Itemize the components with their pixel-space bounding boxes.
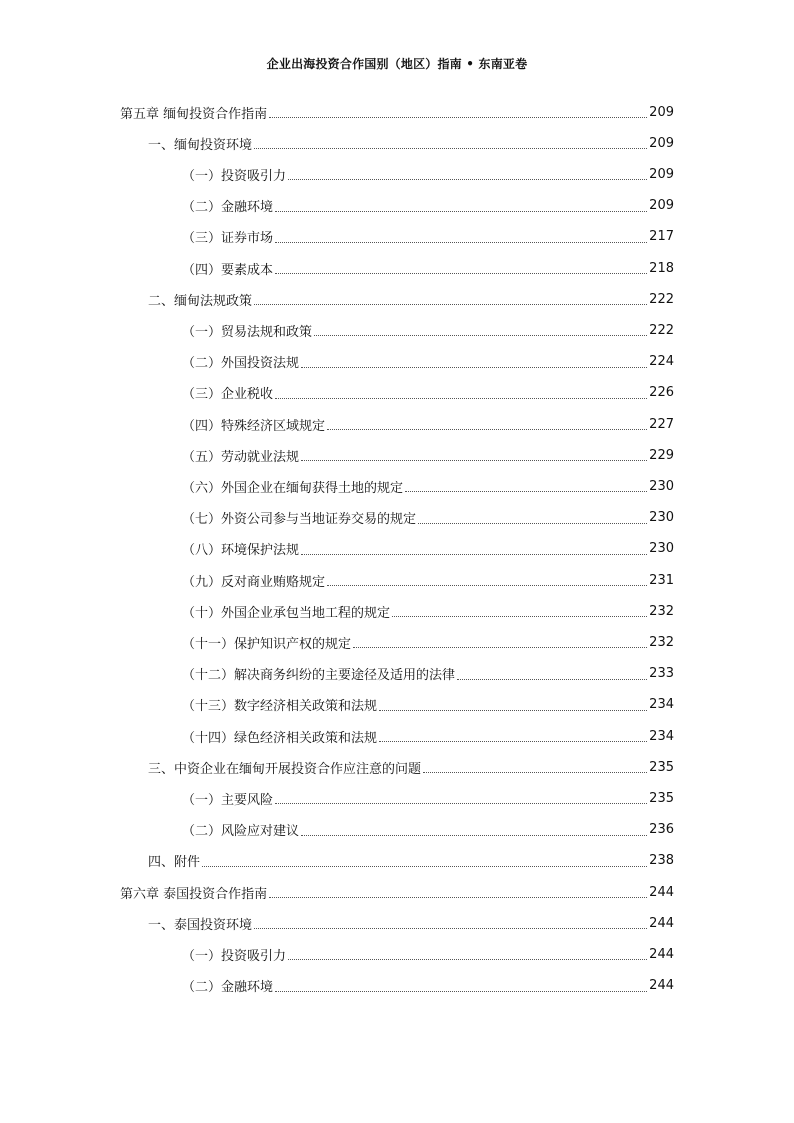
toc-entry-label: （四）要素成本: [182, 262, 274, 278]
toc-entry-label: （十三）数字经济相关政策和法规: [182, 699, 378, 715]
toc-entry-label: （二）金融环境: [182, 200, 274, 216]
toc-entry-page-number: 229: [649, 447, 674, 463]
toc-entry-label: （一）贸易法规和政策: [182, 324, 313, 340]
dot-leader: [379, 740, 647, 742]
toc-entry-label: （十四）绿色经济相关政策和法规: [182, 730, 378, 746]
toc-entry-page-number: 226: [649, 385, 674, 401]
toc-entry[interactable]: [182, 473, 674, 499]
toc-entry[interactable]: [182, 661, 674, 687]
toc-entry[interactable]: [148, 754, 674, 780]
toc-entry-label: （二）金融环境: [182, 980, 274, 996]
toc-entry-label: 三、中资企业在缅甸开展投资合作应注意的问题: [148, 761, 422, 777]
toc-entry[interactable]: [182, 255, 674, 281]
toc-entry[interactable]: [182, 973, 674, 999]
toc-entry-page-number: 230: [649, 478, 674, 494]
toc-entry-page-number: 244: [649, 978, 674, 994]
toc-entry-label: （二）风险应对建议: [182, 824, 300, 840]
toc-entry-page-number: 234: [649, 697, 674, 713]
toc-entry-label: （六）外国企业在缅甸获得土地的规定: [182, 480, 404, 496]
toc-entry-page-number: 209: [649, 198, 674, 214]
toc-entry-page-number: 209: [649, 166, 674, 182]
dot-leader: [275, 802, 647, 804]
toc-entry-label: （三）企业税收: [182, 387, 274, 403]
toc-entry-page-number: 222: [649, 291, 674, 307]
toc-entry-page-number: 244: [649, 915, 674, 931]
dot-leader: [301, 366, 647, 368]
dot-leader: [353, 646, 647, 648]
toc-entry-page-number: 218: [649, 260, 674, 276]
toc-entry-page-number: 236: [649, 822, 674, 838]
dot-leader: [301, 459, 647, 461]
toc-entry-label: 四、附件: [148, 855, 201, 871]
toc-entry-page-number: 234: [649, 728, 674, 744]
toc-entry[interactable]: [182, 941, 674, 967]
toc-entry[interactable]: [182, 224, 674, 250]
dot-leader: [288, 178, 647, 180]
dot-leader: [275, 210, 647, 212]
toc-entry[interactable]: [182, 161, 674, 187]
toc-entry-page-number: 230: [649, 541, 674, 557]
toc-entry[interactable]: [182, 380, 674, 406]
dot-leader: [275, 241, 647, 243]
dot-leader: [379, 709, 647, 711]
toc-entry-page-number: 232: [649, 603, 674, 619]
toc-entry[interactable]: [182, 505, 674, 531]
toc-entry-page-number: 232: [649, 634, 674, 650]
dot-leader: [275, 990, 647, 992]
toc-entry-label: （九）反对商业贿赂规定: [182, 574, 326, 590]
dot-leader: [275, 272, 647, 274]
toc-entry[interactable]: [120, 879, 674, 905]
toc-entry-page-number: 233: [649, 666, 674, 682]
page-header: 企业出海投资合作国别（地区）指南 • 东南亚卷: [266, 57, 528, 71]
dot-leader: [418, 522, 647, 524]
toc-entry[interactable]: [182, 817, 674, 843]
toc-entry-label: 第五章 缅甸投资合作指南: [120, 106, 268, 122]
toc-entry[interactable]: [182, 598, 674, 624]
dot-leader: [202, 865, 647, 867]
dot-leader: [301, 553, 647, 555]
toc-entry[interactable]: [182, 785, 674, 811]
toc-entry[interactable]: [182, 692, 674, 718]
toc-entry[interactable]: [148, 130, 674, 156]
dot-leader: [269, 896, 647, 898]
toc-entry[interactable]: [182, 193, 674, 219]
dot-leader: [327, 584, 647, 586]
toc-entry[interactable]: [182, 349, 674, 375]
toc-entry[interactable]: [182, 411, 674, 437]
toc-entry-page-number: 244: [649, 884, 674, 900]
toc-entry-label: （七）外资公司参与当地证券交易的规定: [182, 512, 417, 528]
toc-entry-page-number: 238: [649, 853, 674, 869]
toc-entry[interactable]: [148, 286, 674, 312]
toc-entry-page-number: 224: [649, 354, 674, 370]
dot-leader: [314, 334, 647, 336]
toc-entry-page-number: 222: [649, 322, 674, 338]
toc-entry-page-number: 235: [649, 759, 674, 775]
toc-entry-page-number: 230: [649, 510, 674, 526]
toc-entry-page-number: 235: [649, 790, 674, 806]
toc-entry-label: 第六章 泰国投资合作指南: [120, 886, 268, 902]
toc-entry[interactable]: [182, 317, 674, 343]
dot-leader: [288, 958, 647, 960]
toc-entry-page-number: 217: [649, 229, 674, 245]
toc-entry[interactable]: [120, 99, 674, 125]
toc-entry-label: 一、缅甸投资环境: [148, 137, 253, 153]
toc-entry[interactable]: [148, 910, 674, 936]
toc-entry-label: （十）外国企业承包当地工程的规定: [182, 605, 391, 621]
toc-entry-label: 二、缅甸法规政策: [148, 293, 253, 309]
dot-leader: [423, 771, 647, 773]
toc-entry-label: （五）劳动就业法规: [182, 449, 300, 465]
dot-leader: [327, 428, 647, 430]
toc-entry-label: （一）投资吸引力: [182, 168, 287, 184]
toc-entry[interactable]: [148, 848, 674, 874]
toc-entry-label: （十一）保护知识产权的规定: [182, 636, 352, 652]
toc-entry-label: （一）投资吸引力: [182, 948, 287, 964]
toc-entry-label: （三）证券市场: [182, 231, 274, 247]
toc-entry-page-number: 244: [649, 946, 674, 962]
toc-entry-page-number: 209: [649, 104, 674, 120]
dot-leader: [405, 490, 647, 492]
dot-leader: [254, 147, 647, 149]
toc-entry-page-number: 209: [649, 135, 674, 151]
toc-entry[interactable]: [182, 629, 674, 655]
dot-leader: [275, 397, 647, 399]
toc-entry-page-number: 227: [649, 416, 674, 432]
dot-leader: [392, 615, 647, 617]
dot-leader: [269, 116, 647, 118]
toc-entry-label: （八）环境保护法规: [182, 543, 300, 559]
toc-entry-label: （四）特殊经济区域规定: [182, 418, 326, 434]
dot-leader: [254, 303, 647, 305]
toc-entry-label: 一、泰国投资环境: [148, 917, 253, 933]
dot-leader: [254, 927, 647, 929]
toc-entry[interactable]: [182, 567, 674, 593]
dot-leader: [457, 678, 647, 680]
toc-entry[interactable]: [182, 536, 674, 562]
toc-entry-page-number: 231: [649, 572, 674, 588]
dot-leader: [301, 834, 647, 836]
toc-entry[interactable]: [182, 723, 674, 749]
toc-entry-label: （二）外国投资法规: [182, 356, 300, 372]
toc-entry-label: （十二）解决商务纠纷的主要途径及适用的法律: [182, 668, 456, 684]
toc-entry[interactable]: [182, 442, 674, 468]
toc-entry-label: （一）主要风险: [182, 792, 274, 808]
